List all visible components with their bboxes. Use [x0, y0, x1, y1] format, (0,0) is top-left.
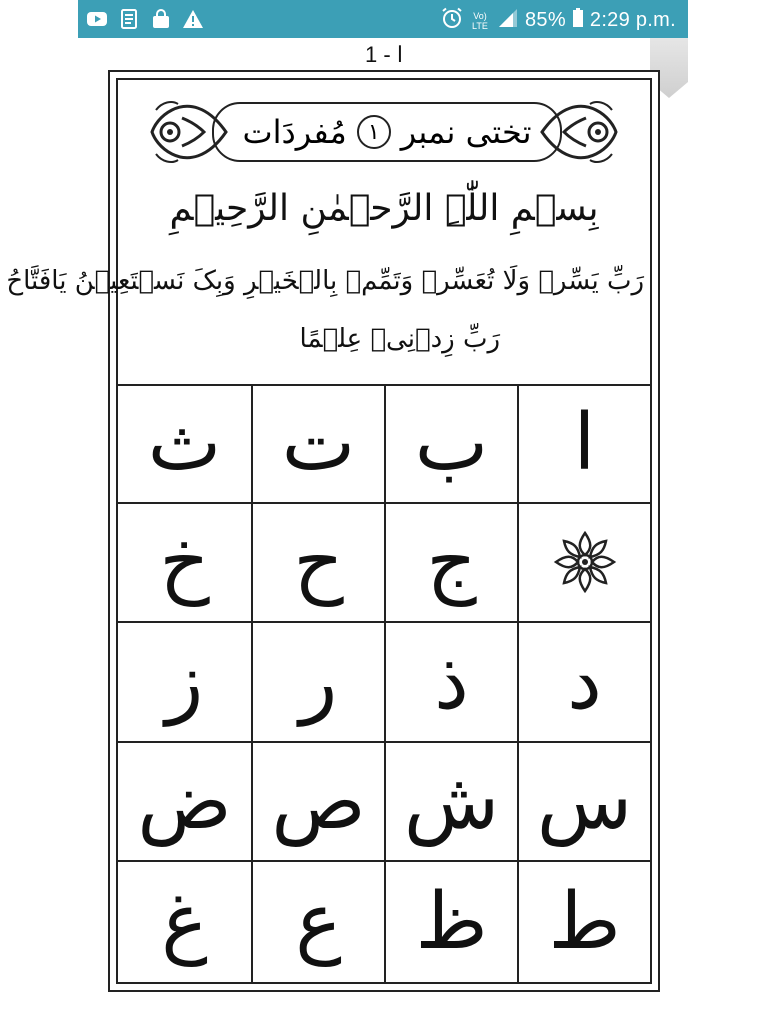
banner-title: تختی نمبر	[400, 113, 532, 151]
dua-line-1: رَبِّ یَسِّرۡ وَلَا تُعَسِّرۡ وَتَمِّمۡ بِالۡخَیۡرِ وَبِکَ نَسۡتَعِیۡنُ یَافَتَّاحُ	[6, 266, 644, 296]
alarm-icon	[441, 7, 463, 34]
letter-cell: ز	[118, 623, 251, 743]
letter-cell: ب	[384, 384, 517, 504]
flower-cell	[517, 504, 650, 624]
letter-cell: خ	[118, 504, 251, 624]
bismillah: بِسۡمِ اللّٰہِ الرَّحۡمٰنِ الرَّحِیۡمِ	[169, 188, 599, 229]
warning-icon	[182, 9, 204, 29]
banner-subtitle: مُفردَات	[242, 113, 347, 151]
clock: 2:29 p.m.	[589, 9, 676, 31]
letter-cell: ا	[517, 384, 650, 504]
letter-cell: ج	[384, 504, 517, 624]
letter-cell: د	[517, 623, 650, 743]
battery-percent: 85%	[524, 9, 566, 31]
shopping-bag-icon	[150, 9, 172, 29]
letter-cell: ع	[251, 862, 384, 982]
signal-icon	[497, 8, 519, 33]
letter-cell: ث	[118, 384, 251, 504]
youtube-icon	[86, 9, 108, 29]
sheet-inner-border	[6, 78, 652, 984]
lesson-sheet	[6, 70, 660, 992]
letter-cell: ص	[251, 743, 384, 863]
banner-number: ١	[357, 115, 391, 149]
flower-icon	[552, 529, 618, 595]
status-bar	[78, 0, 688, 38]
letter-cell: ط	[517, 862, 650, 982]
lesson-title-banner	[212, 102, 562, 162]
letter-cell: ت	[251, 384, 384, 504]
page-number: 1 - ا	[365, 42, 403, 67]
letter-cell: ظ	[384, 862, 517, 982]
letter-cell: ذ	[384, 623, 517, 743]
sheet-header	[6, 80, 650, 386]
letters-grid	[118, 384, 650, 982]
document-icon	[118, 9, 140, 29]
status-bar-right	[441, 7, 676, 34]
volte-label: Vo)	[473, 10, 487, 21]
status-bar-left-icons	[86, 9, 204, 29]
dua-line-2: رَبِّ زِدۡنِیۡ عِلۡمًا	[299, 324, 500, 354]
letter-cell: ح	[251, 504, 384, 624]
letter-cell: غ	[161, 877, 208, 968]
letter-cell: ش	[384, 743, 517, 863]
letter-cell: ض	[118, 743, 251, 863]
lte-label: LTE	[472, 20, 488, 31]
volte-icon	[469, 11, 491, 31]
letter-cell: ر	[251, 623, 384, 743]
letter-cell: س	[517, 743, 650, 863]
battery-icon	[572, 8, 584, 33]
